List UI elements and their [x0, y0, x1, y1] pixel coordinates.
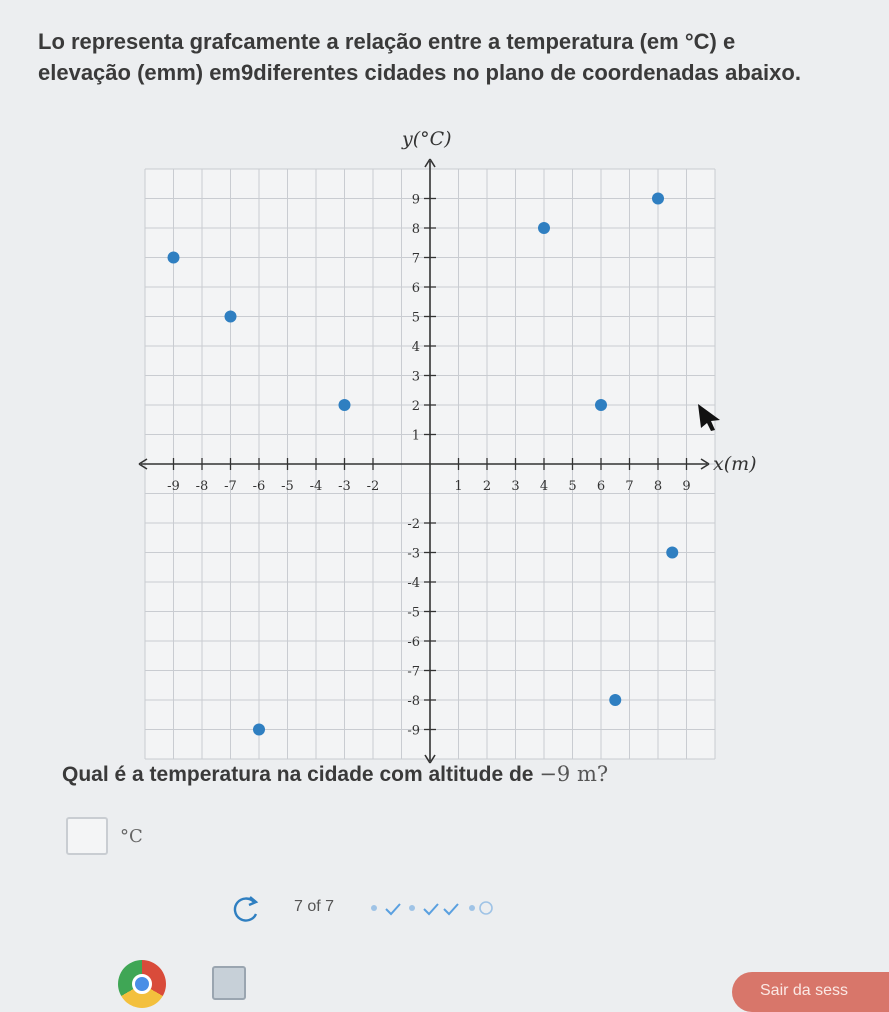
y-tick-label: 1: [411, 428, 420, 444]
x-tick-label: -6: [252, 479, 266, 494]
x-tick-label: 8: [653, 479, 663, 494]
x-tick-label: -4: [309, 479, 323, 494]
y-tick-label: -8: [407, 694, 420, 709]
y-tick-label: 2: [411, 399, 420, 414]
prompt-value: −9 m?: [539, 762, 609, 786]
data-point: [609, 694, 621, 706]
exit-session-button[interactable]: Sair da sess: [732, 972, 889, 1012]
data-point: [225, 311, 237, 323]
y-tick-label: 6: [411, 281, 420, 296]
y-tick-label: -9: [407, 723, 420, 739]
y-tick-label: 4: [411, 340, 420, 355]
x-tick-label: -2: [366, 479, 380, 494]
chrome-icon[interactable]: [118, 960, 166, 1008]
answer-unit: °C: [120, 826, 143, 847]
x-tick-label: -9: [167, 479, 180, 494]
x-tick-label: -3: [338, 479, 351, 494]
x-tick-label: 9: [682, 479, 691, 494]
x-tick-label: 6: [596, 479, 606, 494]
y-tick-label: -6: [407, 635, 420, 650]
x-tick-label: -5: [281, 479, 294, 494]
progress-checks-icon: [368, 898, 518, 918]
data-point: [538, 222, 550, 234]
data-point: [595, 399, 607, 411]
x-tick-label: -7: [224, 479, 237, 494]
x-tick-label: 7: [625, 479, 634, 494]
y-tick-label: 9: [411, 192, 420, 208]
x-tick-label: 4: [539, 479, 549, 494]
x-tick-label: -8: [195, 479, 209, 494]
data-point: [339, 399, 351, 411]
y-tick-label: 5: [411, 310, 420, 326]
y-tick-label: -7: [407, 664, 420, 680]
y-tick-label: -2: [407, 517, 420, 532]
prompt-question: Qual é a temperatura na cidade com altitude de: [62, 763, 534, 786]
data-point: [253, 724, 265, 736]
y-axis-label: y(°C): [402, 128, 452, 150]
answer-input[interactable]: [66, 817, 108, 855]
question-line-2: elevação (emm) em9diferentes cidades no plano de coordenadas abaixo.: [38, 60, 801, 85]
y-tick-label: -5: [407, 605, 420, 621]
x-axis-label: x(m): [713, 453, 757, 475]
x-tick-label: 5: [568, 479, 577, 494]
y-tick-label: -3: [407, 546, 420, 562]
y-tick-label: 7: [411, 251, 420, 267]
y-tick-label: 3: [411, 369, 420, 385]
x-tick-label: 1: [454, 479, 463, 494]
reset-icon[interactable]: [228, 894, 262, 922]
data-point: [652, 193, 664, 205]
prompt-text: [62, 762, 608, 787]
progress-row: [228, 892, 548, 922]
y-tick-label: 8: [411, 222, 420, 237]
x-tick-label: 2: [482, 479, 492, 494]
x-tick-label: 3: [511, 479, 520, 494]
progress-label: 7 of 7: [294, 898, 335, 915]
data-point: [666, 547, 678, 559]
y-tick-label: -4: [407, 576, 420, 591]
question-line-1: Lo representa grafcamente a relação entre a temperatura (em °C) e: [38, 29, 736, 54]
data-point: [168, 252, 180, 264]
